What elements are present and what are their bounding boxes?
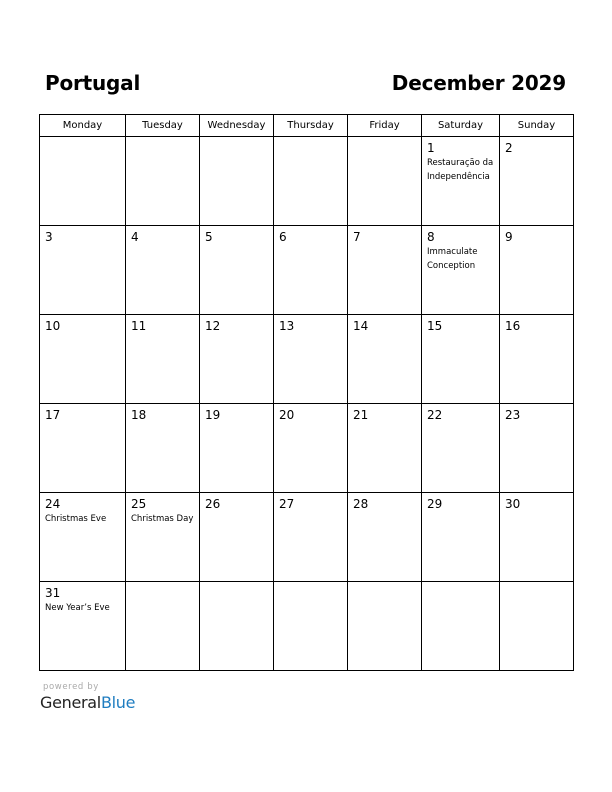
calendar-day-cell: [500, 137, 574, 226]
day-number: 27: [279, 497, 295, 511]
calendar-day-cell: [348, 582, 422, 671]
day-number: 22: [427, 408, 443, 422]
calendar-day-cell: [126, 315, 200, 404]
day-number: 4: [131, 230, 139, 244]
day-number: 23: [505, 408, 521, 422]
calendar-day-cell: [274, 582, 348, 671]
day-number: 9: [505, 230, 513, 244]
calendar-day-cell: [500, 582, 574, 671]
calendar-day-cell: [348, 315, 422, 404]
calendar-day-cell: [348, 137, 422, 226]
day-number: 14: [353, 319, 369, 333]
day-number: 7: [353, 230, 361, 244]
calendar-day-cell: [200, 404, 274, 493]
day-number: 31: [45, 586, 61, 600]
weekday-header: Friday: [348, 115, 422, 137]
day-number: 29: [427, 497, 443, 511]
calendar-day-cell: [422, 315, 500, 404]
calendar-day-cell: [40, 315, 126, 404]
calendar-day-cell: [126, 493, 200, 582]
calendar-day-cell: [348, 493, 422, 582]
calendar-day-cell: [348, 226, 422, 315]
calendar-day-cell: [500, 315, 574, 404]
calendar-day-cell: [40, 404, 126, 493]
calendar-day-cell: [422, 226, 500, 315]
holiday-label: New Year’s Eve: [45, 603, 110, 613]
calendar-day-cell: [40, 493, 126, 582]
calendar-grid: [39, 114, 574, 671]
day-number: 8: [427, 230, 435, 244]
brand-blue-text: Blue: [100, 693, 136, 712]
day-number: 2: [505, 141, 513, 155]
day-number: 28: [353, 497, 369, 511]
day-number: 20: [279, 408, 295, 422]
weekday-header: Thursday: [274, 115, 348, 137]
day-number: 10: [45, 319, 61, 333]
calendar-day-cell: [126, 226, 200, 315]
holiday-label: Restauração da Independência: [427, 158, 494, 182]
day-number: 16: [505, 319, 521, 333]
day-number: 17: [45, 408, 61, 422]
calendar-day-cell: [422, 137, 500, 226]
day-number: 13: [279, 319, 295, 333]
calendar-day-cell: [126, 137, 200, 226]
day-number: 26: [205, 497, 221, 511]
holiday-label: Christmas Day: [131, 514, 194, 524]
holiday-label: Immaculate Conception: [427, 247, 478, 271]
calendar-day-cell: [40, 582, 126, 671]
weekday-header-row: [40, 115, 574, 137]
calendar-day-cell: [200, 315, 274, 404]
day-number: 19: [205, 408, 221, 422]
calendar-week-row: [40, 137, 574, 226]
calendar-day-cell: [500, 493, 574, 582]
calendar-month-title: December 2029: [391, 71, 566, 95]
calendar-week-row: [40, 315, 574, 404]
day-number: 1: [427, 141, 435, 155]
calendar-day-cell: [274, 404, 348, 493]
generalblue-logo: [40, 693, 135, 712]
calendar-country-title: Portugal: [45, 71, 141, 95]
day-number: 5: [205, 230, 213, 244]
day-number: 15: [427, 319, 443, 333]
calendar-day-cell: [200, 226, 274, 315]
calendar-day-cell: [500, 226, 574, 315]
weekday-header: Tuesday: [126, 115, 200, 137]
holiday-label: Christmas Eve: [45, 514, 107, 524]
calendar-week-row: [40, 404, 574, 493]
day-number: 12: [205, 319, 221, 333]
calendar-week-row: [40, 582, 574, 671]
calendar-week-row: [40, 226, 574, 315]
calendar-day-cell: [40, 226, 126, 315]
calendar-day-cell: [200, 582, 274, 671]
brand-general-text: General: [40, 693, 101, 712]
calendar-day-cell: [274, 315, 348, 404]
calendar-day-cell: [126, 582, 200, 671]
day-number: 3: [45, 230, 53, 244]
day-number: 24: [45, 497, 61, 511]
calendar-day-cell: [500, 404, 574, 493]
day-number: 6: [279, 230, 287, 244]
calendar-day-cell: [274, 493, 348, 582]
calendar-day-cell: [200, 493, 274, 582]
day-number: 30: [505, 497, 521, 511]
calendar-week-row: [40, 493, 574, 582]
weekday-header: Sunday: [500, 115, 574, 137]
calendar-day-cell: [274, 226, 348, 315]
calendar-day-cell: [348, 404, 422, 493]
weekday-header: Monday: [40, 115, 126, 137]
calendar-day-cell: [126, 404, 200, 493]
day-number: 25: [131, 497, 147, 511]
powered-by-label: powered by: [43, 682, 99, 692]
calendar-day-cell: [422, 404, 500, 493]
day-number: 21: [353, 408, 369, 422]
calendar-day-cell: [274, 137, 348, 226]
day-number: 18: [131, 408, 147, 422]
weekday-header: Saturday: [422, 115, 500, 137]
calendar-day-cell: [422, 493, 500, 582]
calendar-day-cell: [422, 582, 500, 671]
calendar-day-cell: [40, 137, 126, 226]
day-number: 11: [131, 319, 147, 333]
calendar-day-cell: [200, 137, 274, 226]
weekday-header: Wednesday: [200, 115, 274, 137]
